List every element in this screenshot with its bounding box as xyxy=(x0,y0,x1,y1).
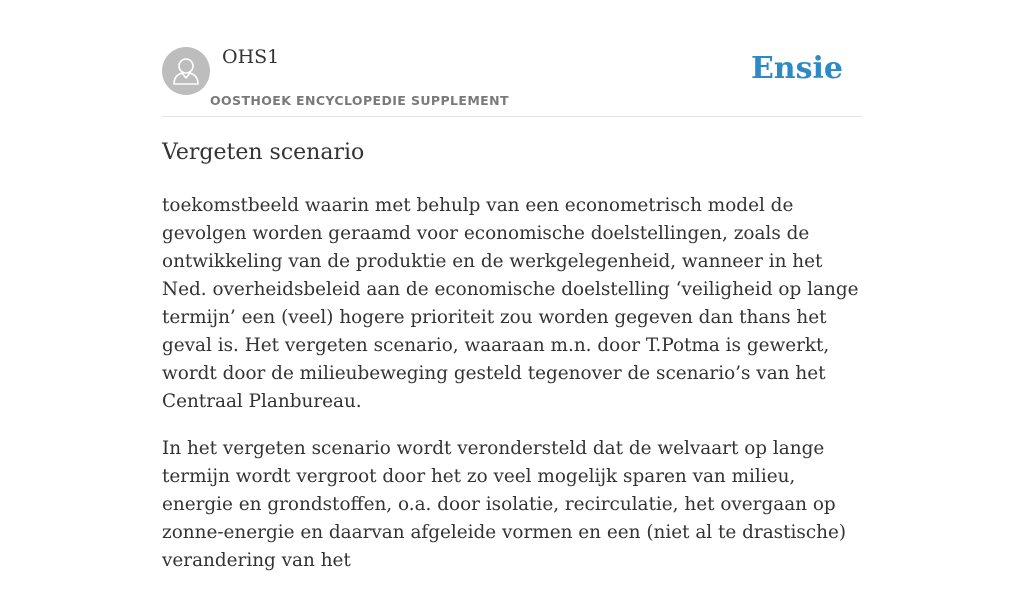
header xyxy=(162,0,862,117)
entry-paragraph-2: In het vergeten scenario wordt verondersteld dat de welvaart op lange termijn wordt vergroot door het zo veel mogelijk sparen van milieu, energie en grondstoffen, o.a. door isolatie, recirculatie, het overgaan op zonne-energie en daarvan afgeleide vormen en een (niet al te drastische) verandering van het xyxy=(162,438,847,571)
avatar[interactable] xyxy=(162,47,210,95)
user-name-link[interactable]: OHS1 xyxy=(222,46,280,68)
entry-paragraph-1: toekomstbeeld waarin met behulp van een econometrisch model de gevolgen worden geraamd voor economische doelstellingen, zoals de ontwikkeling van de produktie en de werkgelegenheid, wanneer in het Ned. overheidsbeleid aan de economische doelstelling ‘veiligheid op lange termijn’ een (veel) hogere prioriteit zou worden gegeven dan thans het geval is. Het vergeten scenario, waaraan m.n. door T.Potma is gewerkt, wordt door de milieubeweging gesteld tegenover de scenario’s van het Centraal Planbureau. xyxy=(162,195,859,412)
user-avatar-icon xyxy=(162,47,210,95)
source-label: OOSTHOEK ENCYCLOPEDIE SUPPLEMENT xyxy=(210,93,509,108)
ensie-logo-link[interactable]: Ensie xyxy=(750,51,843,86)
entry-title: Vergeten scenario xyxy=(162,140,365,165)
entry-body xyxy=(162,192,862,594)
